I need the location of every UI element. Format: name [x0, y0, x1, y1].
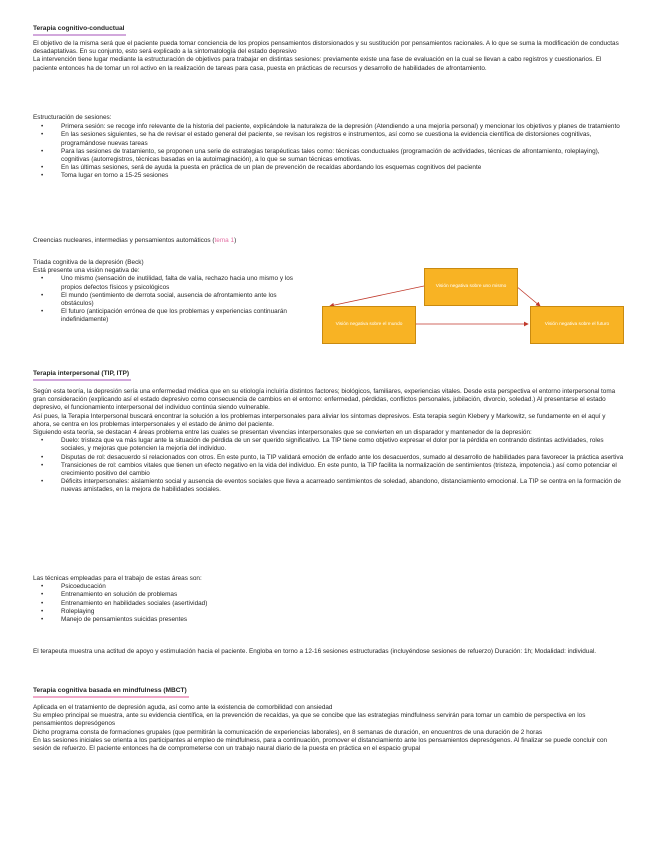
list-item — [33, 131, 625, 147]
tip-paragraph: Según esta teoría, la depresión sería una enfermedad médica que en su etiología incluiría distintos factores; biológicos, familiares, experiencias vitales. Desde esta perspectiva el entorno interpersonal toma gran consideración (explicando así el estado depresivo como consecuencia de cambios en el entorno: enfermedad, pérdidas, conflictos personales, jubilación, divorcio, soledad.) Al presentarse el estado depresivo, el funcionamiento interpersonal del individuo continúa siendo vulnerable. — [33, 388, 616, 412]
structure-list — [33, 123, 625, 180]
tip-closing — [33, 648, 625, 656]
list-item — [33, 123, 625, 131]
bullet-icon: • — [41, 478, 44, 486]
tip-body — [33, 388, 625, 495]
list-item — [33, 292, 305, 308]
box-self-label: Visión negativa sobre uno mismo — [435, 284, 507, 289]
list-item — [33, 148, 625, 164]
tip-closing-text: El terapeuta muestra una actitud de apoyo y estimulación hacia el paciente. Engloba en torno a 12-16 sesiones estructuradas (incluyéndose sesiones de refuerzo) Duración: 1h; Modalidad: individual. — [33, 648, 597, 655]
list-item — [33, 164, 625, 172]
tcc-intro — [33, 40, 625, 73]
list-item — [33, 591, 625, 599]
mbct-paragraph: Aplicada en el tratamiento de depresión aguda, así como ante la existencia de comorbilidad con ansiedad — [33, 704, 333, 711]
section-title-tip: Terapia interpersonal (TIP, ITP) — [33, 369, 131, 381]
bullet-icon: • — [41, 583, 44, 591]
list-item — [33, 608, 625, 616]
bullet-icon: • — [41, 461, 44, 469]
list-item-text: En las últimas sesiones, será de ayuda la puesta en práctica de un plan de prevención de recaídas abordando los esquemas cognitivos del paciente — [61, 164, 482, 172]
list-item-text: Entrenamiento en habilidades sociales (asertividad) — [61, 599, 208, 607]
mbct-body — [33, 704, 625, 753]
beliefs-text: Creencias nucleares, intermedias y pensamientos automáticos ( — [33, 237, 215, 244]
list-item — [33, 600, 625, 608]
list-item-text: Uno mismo (sensación de inutilidad, falta de valía, rechazo hacia uno mismo y los propios defectos físicos y psicológicos — [61, 275, 293, 291]
section-title-mbct: Terapia cognitiva basada en mindfulness (MBCT) — [33, 686, 189, 698]
tcc-structure — [33, 114, 625, 181]
triad-diagram — [320, 264, 640, 346]
tcc-intro-paragraph: La intervención tiene lugar mediante la estructuración de objetivos para trabajar en distintas sesiones: previamente existe una fase de evaluación en la cual se llevan a cabo registros y cuestionarios. El paciente entonces ha de tomar un rol activo en la realización de tareas para casa, puesta en prácticas de recursos y desarrollo de habilidades de afrontamiento. — [33, 56, 602, 72]
bullet-icon: • — [41, 591, 44, 599]
structure-label: Estructuración de sesiones: — [33, 114, 112, 121]
arrow-top-left — [330, 286, 424, 306]
list-item-text: Toma lugar en torno a 15-25 sesiones — [61, 172, 169, 180]
list-item-text: Transiciones de rol: cambios vitales que tienen un efecto negativo en la vida del individuo. En este punto, la TIP facilita la normalización de sentimientos (tristeza, impotencia.) así como potenciar el crecimiento positivo del cambio — [61, 461, 617, 478]
box-future — [530, 306, 624, 344]
list-item — [33, 583, 625, 591]
bullet-icon: • — [41, 164, 44, 172]
bullet-icon: • — [41, 275, 44, 283]
list-item-text: Para las sesiones de tratamiento, se proponen una serie de estrategias terapéuticas tales como: técnicas conductuales (programación de actividades, técnicas de afrontamiento, roleplaying), cognitivas (autorregistros, técnicas basadas en la autoimaginación), a lo que se suman técnicas emotivas. — [61, 147, 600, 164]
arrow-top-right — [516, 286, 540, 306]
beliefs-close: ) — [234, 237, 237, 244]
mbct-paragraph: Su empleo principal se muestra, ante su evidencia científica, en la prevención de recaídas, ya que se concibe que las estrategias mindfulness servirán para tomar un cambio de perspectiva en los pensamientos depresógenos — [33, 712, 586, 728]
bullet-icon: • — [41, 131, 44, 139]
beliefs-line — [33, 237, 625, 245]
mbct-paragraph: Dicho programa consta de formaciones grupales (que permitirán la comunicación de experiencias laborales), en 8 semanas de duración, en encuentros de una duración de 2 horas — [33, 728, 543, 736]
bullet-icon: • — [41, 607, 44, 615]
bullet-icon: • — [41, 453, 44, 461]
tema-1-link[interactable]: tema 1 — [214, 237, 235, 244]
bullet-icon: • — [41, 123, 44, 131]
bullet-icon: • — [41, 172, 44, 180]
list-item-text: Primera sesión: se recoge info relevante de la historia del paciente, explicándole la naturaleza de la depresión (Atendiendo a una mejoría personal) y mencionar los objetivos y planes de tratamiento — [61, 123, 620, 131]
list-item — [33, 308, 305, 324]
bullet-icon: • — [41, 599, 44, 607]
bullet-icon: • — [41, 616, 44, 624]
bullet-icon: • — [41, 308, 44, 316]
list-item — [33, 616, 625, 624]
techniques-list — [33, 583, 625, 624]
list-item — [33, 275, 305, 291]
triad-list — [33, 275, 305, 324]
triad-title: Triada cognitiva de la depresión (Beck) — [33, 259, 144, 266]
list-item — [33, 462, 625, 478]
tip-areas-list — [33, 437, 625, 494]
bullet-icon: • — [41, 437, 44, 445]
list-item-text: Psicoeducación — [61, 583, 106, 591]
box-world — [322, 306, 416, 344]
bullet-icon: • — [41, 147, 44, 155]
list-item-text: Entrenamiento en solución de problemas — [61, 591, 178, 599]
techniques-label: Las técnicas empleadas para el trabajo de estas áreas son: — [33, 575, 202, 582]
tcc-intro-paragraph: El objetivo de la misma será que el paciente pueda tomar conciencia de los propios pensamientos distorsionados y su sustitución por pensamientos racionales. A lo que se suma la modificación de conductas desadaptativas. En su conjunto, esto será explicado a la sintomatología del estado depresivo — [33, 40, 619, 56]
list-item-text: Manejo de pensamientos suicidas presentes — [61, 616, 188, 624]
section-title-tcc: Terapia cognitivo-conductual — [33, 24, 126, 36]
list-item-text: Disputas de rol: desacuerdo sí relacionados con otros. En este punto, la TIP validará emoción de enfado ante los desacuerdos, sumado al desarrollo de habilidades para favorecer la práctica asertiva — [61, 453, 624, 461]
list-item — [33, 454, 625, 462]
list-item-text: El futuro (anticipación errónea de que los problemas y experiencias continuarán indefinidamente) — [61, 308, 287, 324]
triad-block — [33, 259, 305, 325]
box-future-label: Visión negativa sobre el futuro — [544, 322, 610, 327]
list-item-text: En las sesiones siguientes, se ha de revisar el estado general del paciente, se revisan los registros e instrumentos, así como se cuestiona la evidencia científica de distorsiones cognitivas, programándose nuevas tareas — [61, 131, 592, 147]
tip-techniques — [33, 575, 625, 624]
triad-intro: Está presente una visión negativa de: — [33, 267, 140, 275]
bullet-icon: • — [41, 291, 44, 299]
list-item — [33, 172, 625, 180]
list-item — [33, 478, 625, 494]
tip-paragraph: Siguiendo esta teoría, se destacan 4 áreas problema entre las cuales se presentan vivencias interpersonales que se convierten en un disparador y mantenedor de la depresión: — [33, 429, 532, 437]
list-item-text: Déficits interpersonales: aislamiento social y ausencia de eventos sociales que lleva a acarreado sentimientos de soledad, abandono, distanciamiento emocional. La TIP se centra en la formación de nuevas amistades, en la mejora de habilidades sociales. — [61, 478, 621, 494]
list-item-text: Roleplaying — [61, 607, 95, 615]
list-item — [33, 437, 625, 453]
tip-paragraph: Así pues, la Terapia Interpersonal buscará encontrar la solución a los problemas interpersonales para aliviar los síntomas depresivos. Esta terapia según Klebery y Markowitz, se fundamente en el aquí y ahora, se centra en los problemas interpersonales y el estado de ánimo del paciente. — [33, 412, 606, 428]
list-item-text: El mundo (sentimiento de derrota social, ausencia de afrontamiento ante los obstáculos) — [61, 291, 277, 308]
list-item-text: Duelo: tristeza que va más lugar ante la situación de pérdida de un ser querido significativo. La TIP tiene como objetivo expresar el dolor por la pérdida en contrando distintas actividades, roles sociales, y mejoras que potencien la mejoría del individuo. — [61, 437, 604, 453]
box-world-label: Visión negativa sobre el mundo — [335, 322, 403, 327]
box-self — [424, 268, 518, 306]
mbct-paragraph: En las sesiones iniciales se orienta a los participantes al empleo de mindfulness, para a continuación, promover el distanciamiento ante los pensamientos depresógenos. Al finalizar se puede concluir con sesión de refuerzo. El paciente entonces ha de comprometerse con un trabajo naural diario de la puesta en práctica en el espacio grupal — [33, 736, 608, 753]
